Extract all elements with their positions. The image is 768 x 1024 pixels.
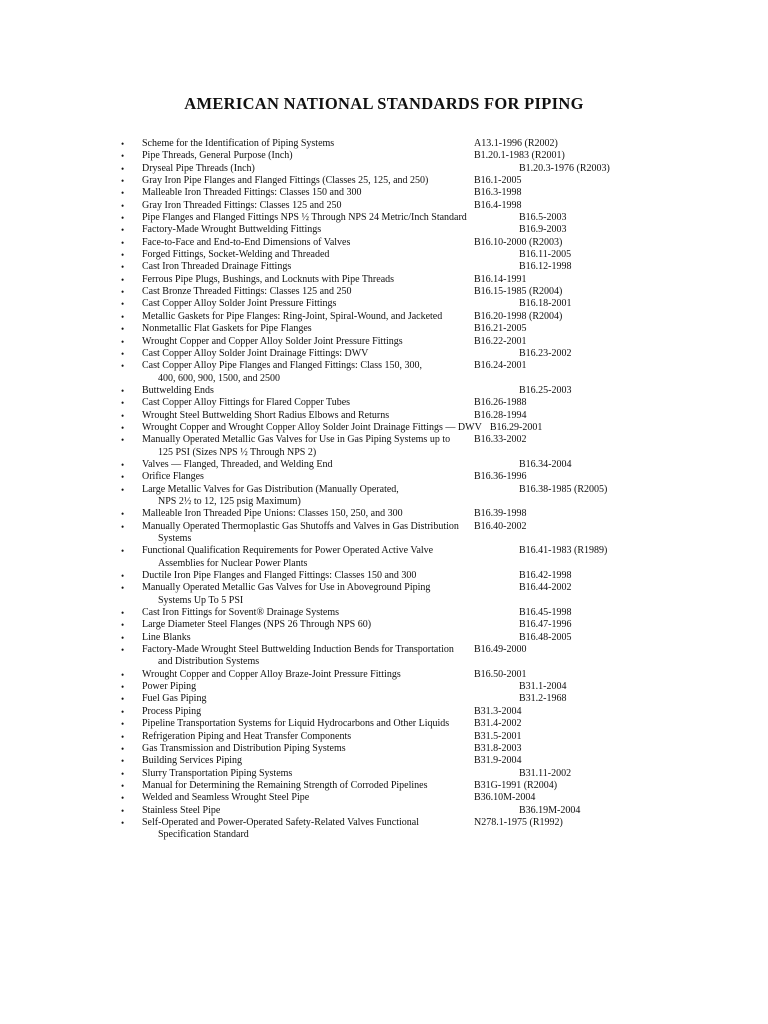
standard-name-continuation: NPS 2½ to 12, 125 psig Maximum) — [158, 495, 301, 507]
standard-name: Fuel Gas Piping — [142, 693, 207, 705]
standard-name: Cast Iron Threaded Drainage Fittings — [142, 261, 292, 273]
bullet-icon: • — [121, 361, 125, 372]
bullet-icon: • — [121, 509, 125, 520]
bullet-icon: • — [121, 521, 125, 532]
standard-name: Large Diameter Steel Flanges (NPS 26 Through NPS 60) — [142, 619, 372, 631]
standard-name: Ferrous Pipe Plugs, Bushings, and Locknuts with Pipe Threads — [142, 273, 395, 285]
list-item — [0, 138, 768, 150]
standard-code: B16.3-1998 — [474, 187, 522, 199]
list-item — [0, 163, 768, 175]
standard-name: Gray Iron Pipe Flanges and Flanged Fittings (Classes 25, 125, and 250) — [142, 175, 429, 187]
standard-code: B16.47-1996 — [519, 619, 572, 631]
standard-code: B1.20.1-1983 (R2001) — [474, 150, 565, 162]
standard-code: B16.41-1983 (R1989) — [519, 545, 608, 557]
standard-name: Factory-Made Wrought Steel Buttwelding Induction Bends for Transportation — [142, 644, 454, 656]
bullet-icon: • — [121, 682, 125, 693]
standard-name: Building Services Piping — [142, 755, 242, 767]
standard-name: Cast Copper Alloy Fittings for Flared Copper Tubes — [142, 397, 351, 409]
standard-name: Valves — Flanged, Threaded, and Welding End — [142, 458, 333, 470]
standard-code: B16.39-1998 — [474, 508, 527, 520]
bullet-icon: • — [121, 459, 125, 470]
bullet-icon: • — [121, 274, 125, 285]
list-item — [0, 743, 768, 755]
list-item — [0, 385, 768, 397]
bullet-icon: • — [121, 250, 125, 261]
list-item — [0, 187, 768, 199]
list-item — [0, 348, 768, 360]
standard-name: Wrought Copper and Wrought Copper Alloy Solder Joint Drainage Fittings — DWV — [142, 421, 482, 433]
standard-name: Stainless Steel Pipe — [142, 804, 221, 816]
standard-name-continuation: Assemblies for Nuclear Power Plants — [158, 557, 308, 569]
standard-name: Process Piping — [142, 705, 202, 717]
bullet-icon: • — [121, 163, 125, 174]
bullet-icon: • — [121, 743, 125, 754]
standard-code: B36.19M-2004 — [519, 804, 581, 816]
standard-name: Manually Operated Metallic Gas Valves for Use in Aboveground Piping — [142, 582, 431, 594]
standard-code: B16.5-2003 — [519, 212, 567, 224]
bullet-icon: • — [121, 176, 125, 187]
standard-code: B16.23-2002 — [519, 347, 572, 359]
list-item — [0, 681, 768, 693]
standard-code: B16.26-1988 — [474, 397, 527, 409]
standard-code: B16.22-2001 — [474, 335, 527, 347]
list-item — [0, 792, 768, 804]
standard-code: B16.14-1991 — [474, 273, 527, 285]
standard-name: Pipe Flanges and Flanged Fittings NPS ½ Through NPS 24 Metric/Inch Standard — [142, 212, 467, 224]
standard-code: B16.45-1998 — [519, 607, 572, 619]
standard-code: B16.1-2005 — [474, 175, 522, 187]
bullet-icon: • — [121, 385, 125, 396]
list-item — [0, 298, 768, 310]
bullet-icon: • — [121, 188, 125, 199]
bullet-icon: • — [121, 768, 125, 779]
list-item — [0, 459, 768, 471]
list-item — [0, 224, 768, 236]
bullet-icon: • — [121, 583, 125, 594]
list-item — [0, 212, 768, 224]
bullet-icon: • — [121, 435, 125, 446]
bullet-icon: • — [121, 348, 125, 359]
list-item — [0, 249, 768, 261]
standard-name: Factory-Made Wrought Buttwelding Fittings — [142, 224, 322, 236]
standard-code: B16.42-1998 — [519, 570, 572, 582]
standard-name: Orifice Flanges — [142, 471, 204, 483]
list-item — [0, 545, 768, 570]
list-item — [0, 780, 768, 792]
standard-name: Pipeline Transportation Systems for Liquid Hydrocarbons and Other Liquids — [142, 718, 450, 730]
bullet-icon: • — [121, 311, 125, 322]
standard-name: Power Piping — [142, 681, 197, 693]
standard-name: Cast Copper Alloy Solder Joint Pressure Fittings — [142, 298, 337, 310]
list-item — [0, 718, 768, 730]
standard-code: N278.1-1975 (R1992) — [474, 816, 563, 828]
list-item — [0, 150, 768, 162]
standard-code: B16.49-2000 — [474, 644, 527, 656]
standard-name: Slurry Transportation Piping Systems — [142, 767, 293, 779]
standard-code: B16.50-2001 — [474, 668, 527, 680]
standard-code: B16.40-2002 — [474, 520, 527, 532]
list-item — [0, 397, 768, 409]
list-item — [0, 817, 768, 842]
bullet-icon: • — [121, 213, 125, 224]
bullet-icon: • — [121, 608, 125, 619]
bullet-icon: • — [121, 287, 125, 298]
list-item — [0, 410, 768, 422]
standard-code: B16.38-1985 (R2005) — [519, 483, 608, 495]
standard-code: A13.1-1996 (R2002) — [474, 138, 558, 149]
standard-name: Wrought Copper and Copper Alloy Braze-Joint Pressure Fittings — [142, 668, 401, 680]
bullet-icon: • — [121, 645, 125, 656]
standard-code: B31.2-1968 — [519, 693, 567, 705]
standard-name: Self-Operated and Power-Operated Safety-Related Valves Functional — [142, 816, 420, 828]
standard-name-continuation: 400, 600, 900, 1500, and 2500 — [158, 372, 280, 384]
list-item — [0, 768, 768, 780]
standard-name: Wrought Steel Buttwelding Short Radius Elbows and Returns — [142, 409, 390, 421]
list-item — [0, 644, 768, 669]
standard-name: Metallic Gaskets for Pipe Flanges: Ring-Joint, Spiral-Wound, and Jacketed — [142, 310, 443, 322]
standard-name: Face-to-Face and End-to-End Dimensions of Valves — [142, 236, 351, 248]
bullet-icon: • — [121, 262, 125, 273]
standard-name: Cast Iron Fittings for Sovent® Drainage Systems — [142, 607, 340, 619]
bullet-icon: • — [121, 546, 125, 557]
standard-code: B16.4-1998 — [474, 199, 522, 211]
bullet-icon: • — [121, 756, 125, 767]
standard-code: B31.9-2004 — [474, 755, 522, 767]
standards-list — [0, 138, 768, 842]
standard-name: Wrought Copper and Copper Alloy Solder Joint Pressure Fittings — [142, 335, 403, 347]
list-item — [0, 237, 768, 249]
standard-name-continuation: Systems — [158, 533, 192, 544]
standard-code: B16.9-2003 — [519, 224, 567, 236]
standard-code: B16.21-2005 — [474, 323, 527, 335]
list-item — [0, 607, 768, 619]
standard-name: Ductile Iron Pipe Flanges and Flanged Fittings: Classes 150 and 300 — [142, 570, 417, 582]
list-item — [0, 731, 768, 743]
list-item — [0, 360, 768, 385]
list-item — [0, 323, 768, 335]
bullet-icon: • — [121, 410, 125, 421]
standard-name: Welded and Seamless Wrought Steel Pipe — [142, 792, 310, 804]
standard-name: Gray Iron Threaded Fittings: Classes 125 and 250 — [142, 199, 342, 211]
standard-name-continuation: 125 PSI (Sizes NPS ½ Through NPS 2) — [158, 446, 317, 458]
standard-name: Cast Bronze Threaded Fittings: Classes 125 and 250 — [142, 286, 352, 298]
bullet-icon: • — [121, 225, 125, 236]
bullet-icon: • — [121, 237, 125, 248]
standard-code: B31.4-2002 — [474, 718, 522, 730]
page-title: AMERICAN NATIONAL STANDARDS FOR PIPING — [184, 94, 584, 113]
list-item — [0, 693, 768, 705]
list-item — [0, 422, 768, 434]
standard-code: B31G-1991 (R2004) — [474, 779, 558, 791]
list-item — [0, 582, 768, 607]
standard-code: B36.10M-2004 — [474, 792, 536, 804]
list-item — [0, 261, 768, 273]
standard-name: Manual for Determining the Remaining Strength of Corroded Pipelines — [142, 779, 428, 791]
bullet-icon: • — [121, 694, 125, 705]
bullet-icon: • — [121, 731, 125, 742]
standard-code: B16.36-1996 — [474, 471, 527, 483]
bullet-icon: • — [121, 669, 125, 680]
standard-code: B16.34-2004 — [519, 458, 572, 470]
standard-name-continuation: and Distribution Systems — [158, 656, 260, 668]
standard-code: B31.11-2002 — [519, 767, 572, 779]
standard-code: B16.10-2000 (R2003) — [474, 236, 563, 248]
list-item — [0, 286, 768, 298]
list-item — [0, 311, 768, 323]
standard-name: Gas Transmission and Distribution Piping Systems — [142, 742, 346, 754]
list-item — [0, 336, 768, 348]
standard-code: B16.24-2001 — [474, 360, 527, 372]
bullet-icon: • — [121, 632, 125, 643]
standard-name: Forged Fittings, Socket-Welding and Threaded — [142, 249, 330, 261]
bullet-icon: • — [121, 324, 125, 335]
standard-code: B16.29-2001 — [489, 421, 543, 433]
standard-name: Cast Copper Alloy Solder Joint Drainage Fittings: DWV — [142, 347, 369, 359]
bullet-icon: • — [121, 422, 125, 433]
standard-name: Line Blanks — [142, 631, 191, 643]
bullet-icon: • — [121, 151, 125, 162]
standard-code: B16.25-2003 — [519, 384, 572, 396]
standard-name: Manually Operated Metallic Gas Valves for Use in Gas Piping Systems up to — [142, 434, 451, 446]
bullet-icon: • — [121, 719, 125, 730]
list-item — [0, 471, 768, 483]
bullet-icon: • — [121, 706, 125, 717]
bullet-icon: • — [121, 200, 125, 211]
standard-code: B16.44-2002 — [519, 582, 572, 594]
standard-code: B16.15-1985 (R2004) — [474, 286, 563, 298]
list-item — [0, 434, 768, 459]
standard-code: B31.3-2004 — [474, 705, 522, 717]
bullet-icon: • — [121, 620, 125, 631]
standard-code: B31.1-2004 — [519, 681, 567, 693]
list-item — [0, 484, 768, 509]
standard-name: Malleable Iron Threaded Fittings: Classes 150 and 300 — [142, 187, 362, 199]
standard-name-continuation: Specification Standard — [158, 829, 249, 841]
standard-name: Dryseal Pipe Threads (Inch) — [142, 162, 255, 174]
list-item — [0, 175, 768, 187]
standard-code: B16.33-2002 — [474, 434, 527, 446]
standard-code: B31.5-2001 — [474, 730, 522, 742]
standard-name: Pipe Threads, General Purpose (Inch) — [142, 150, 293, 162]
bullet-icon: • — [121, 780, 125, 791]
list-item — [0, 570, 768, 582]
bullet-icon: • — [121, 571, 125, 582]
standard-code: B16.11-2005 — [519, 249, 572, 261]
bullet-icon: • — [121, 398, 125, 409]
bullet-icon: • — [121, 336, 125, 347]
list-item — [0, 274, 768, 286]
standard-code: B16.20-1998 (R2004) — [474, 310, 563, 322]
bullet-icon: • — [121, 817, 125, 828]
standard-name: Nonmetallic Flat Gaskets for Pipe Flanges — [142, 323, 312, 335]
standard-code: B16.18-2001 — [519, 298, 572, 310]
bullet-icon: • — [121, 805, 125, 816]
list-item — [0, 521, 768, 546]
standard-code: B16.12-1998 — [519, 261, 572, 273]
list-item — [0, 755, 768, 767]
list-item — [0, 805, 768, 817]
standard-name: Manually Operated Thermoplastic Gas Shutoffs and Valves in Gas Distribution — [142, 520, 459, 532]
bullet-icon: • — [121, 299, 125, 310]
standard-code: B1.20.3-1976 (R2003) — [519, 162, 610, 174]
standard-name: Functional Qualification Requirements for Power Operated Active Valve — [142, 545, 434, 557]
list-item — [0, 200, 768, 212]
standard-name: Malleable Iron Threaded Pipe Unions: Classes 150, 250, and 300 — [142, 508, 403, 520]
list-item — [0, 508, 768, 520]
bullet-icon: • — [121, 793, 125, 804]
list-item — [0, 706, 768, 718]
list-item — [0, 669, 768, 681]
standard-name: Cast Copper Alloy Pipe Flanges and Flanged Fittings: Class 150, 300, — [142, 360, 422, 372]
standard-code: B16.28-1994 — [474, 409, 527, 421]
standard-name: Large Metallic Valves for Gas Distribution (Manually Operated, — [142, 483, 399, 495]
standard-name: Buttwelding Ends — [142, 384, 214, 396]
bullet-icon: • — [121, 484, 125, 495]
standard-code: B16.48-2005 — [519, 631, 572, 643]
list-item — [0, 619, 768, 631]
standard-code: B31.8-2003 — [474, 742, 522, 754]
standard-name-continuation: Systems Up To 5 PSI — [158, 594, 244, 606]
standard-name: Scheme for the Identification of Piping Systems — [142, 138, 335, 149]
standard-name: Refrigeration Piping and Heat Transfer Components — [142, 730, 352, 742]
bullet-icon: • — [121, 472, 125, 483]
bullet-icon: • — [121, 139, 125, 149]
list-item — [0, 632, 768, 644]
